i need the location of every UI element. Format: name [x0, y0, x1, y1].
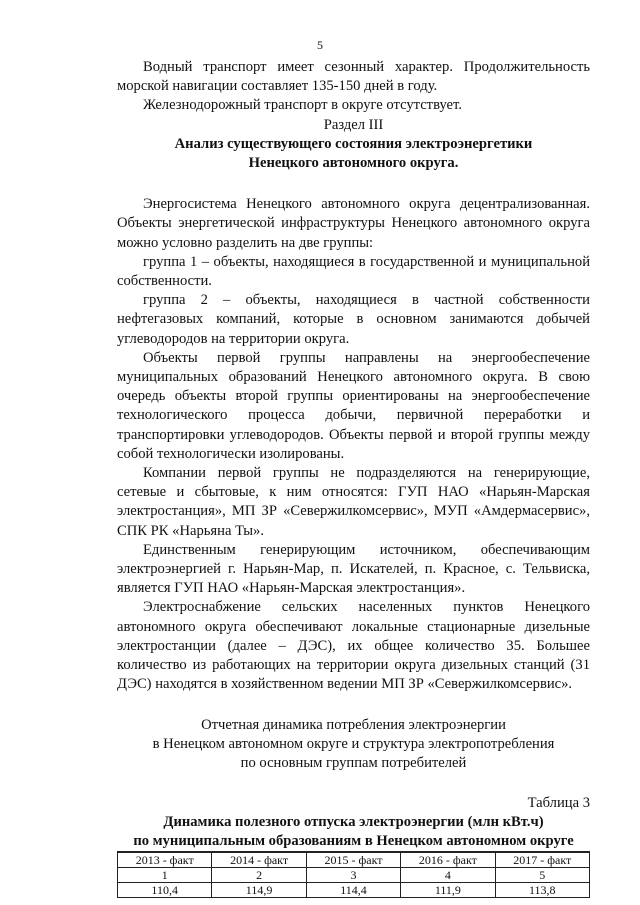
document-body [117, 58, 590, 898]
table-value-cell: 113,8 [495, 883, 589, 898]
paragraph-first-group-objects: Объекты первой группы направлены на энергообеспечение муниципальных образований Ненецкого автономного округа. В свою очередь объекты второй группы ориентированы на энергообеспечение технологического процесса добычи, первичной переработки и транспортировки углеводородов. Объекты первой и второй группы между собой технологически изолированы. [117, 349, 590, 462]
subsection-title-line1: Отчетная динамика потребления электроэнергии [201, 716, 506, 733]
table-index-row [118, 868, 590, 883]
spacer [117, 173, 590, 195]
page-number: 5 [317, 38, 323, 52]
paragraph-group-1: группа 1 – объекты, находящиеся в государственной и муниципальной собственности. [117, 253, 590, 290]
section-title-line1: Анализ существующего состояния электроэнергетики [174, 135, 533, 152]
table-index-cell: 5 [495, 868, 589, 883]
paragraph-rural-supply: Электроснабжение сельских населенных пунктов Ненецкого автономного округа обеспечивают локальные стационарные дизельные электростанции (далее – ДЭС), их общее количество 35. Большее количество из работающих на территории округа дизельных станций (31 ДЭС) находятся в хозяйственном ведении МП ЗР «Севержилкомсервис». [117, 599, 590, 693]
table-index-cell: 1 [118, 868, 212, 883]
table-label: Таблица 3 [527, 795, 590, 812]
section-label: Раздел III [323, 116, 384, 133]
subsection-title-line3: по основным группам потребителей [240, 754, 467, 771]
table-header-cell: 2017 - факт [495, 853, 589, 868]
table-row [118, 883, 590, 898]
table-index-cell: 4 [401, 868, 495, 883]
table-header-cell: 2016 - факт [401, 853, 495, 868]
paragraph-group-2: группа 2 – объекты, находящиеся в частной собственности нефтегазовых компаний, которые в основном занимаются добычей углеводородов на территории округа. [117, 292, 590, 347]
spacer [117, 773, 590, 794]
table-value-cell: 110,4 [118, 883, 212, 898]
table-container [117, 851, 590, 898]
table-index-cell: 2 [212, 868, 306, 883]
paragraph-energy-system: Энергосистема Ненецкого автономного округа децентрализованная. Объекты энергетической инфраструктуры Ненецкого автономного округа можно условно разделить на две группы: [117, 196, 590, 251]
table-value-cell: 114,9 [212, 883, 306, 898]
table-header-cell: 2015 - факт [306, 853, 400, 868]
table-index-cell: 3 [306, 868, 400, 883]
table-title-line2: по муниципальным образованиям в Ненецком автономном округе [133, 833, 574, 850]
table-value-cell: 111,9 [401, 883, 495, 898]
table-header-cell: 2014 - факт [212, 853, 306, 868]
subsection-title-line2: в Ненецком автономном округе и структура электропотребления [152, 735, 555, 752]
table-header-row [118, 853, 590, 868]
table-title-line1: Динамика полезного отпуска электроэнергии (млн кВт.ч) [163, 814, 544, 831]
paragraph-companies: Компании первой группы не подразделяются на генерирующие, сетевые и сбытовые, к ним относятся: ГУП НАО «Нарьян-Марская электростанция», МП ЗР «Севержилкомсервис», МУП «Амдермасервис», СПК РК «Нарьяна Ты». [117, 465, 590, 539]
table-header-cell: 2013 - факт [118, 853, 212, 868]
paragraph-water-transport: Водный транспорт имеет сезонный характер. Продолжительность морской навигации составляет 135-150 дней в году. [117, 59, 590, 95]
section-title-line2: Ненецкого автономного округа. [248, 155, 459, 172]
paragraph-single-generator: Единственным генерирующим источником, обеспечивающим электроэнергией г. Нарьян-Мар, п. Искателей, п. Красное, с. Тельвиска, является ГУП НАО «Нарьян-Марская электростанция». [117, 541, 590, 597]
spacer [117, 695, 590, 716]
consumption-table [117, 852, 590, 898]
paragraph-rail-transport: Железнодорожный транспорт в округе отсутствует. [143, 97, 462, 114]
table-value-cell: 114,4 [306, 883, 400, 898]
